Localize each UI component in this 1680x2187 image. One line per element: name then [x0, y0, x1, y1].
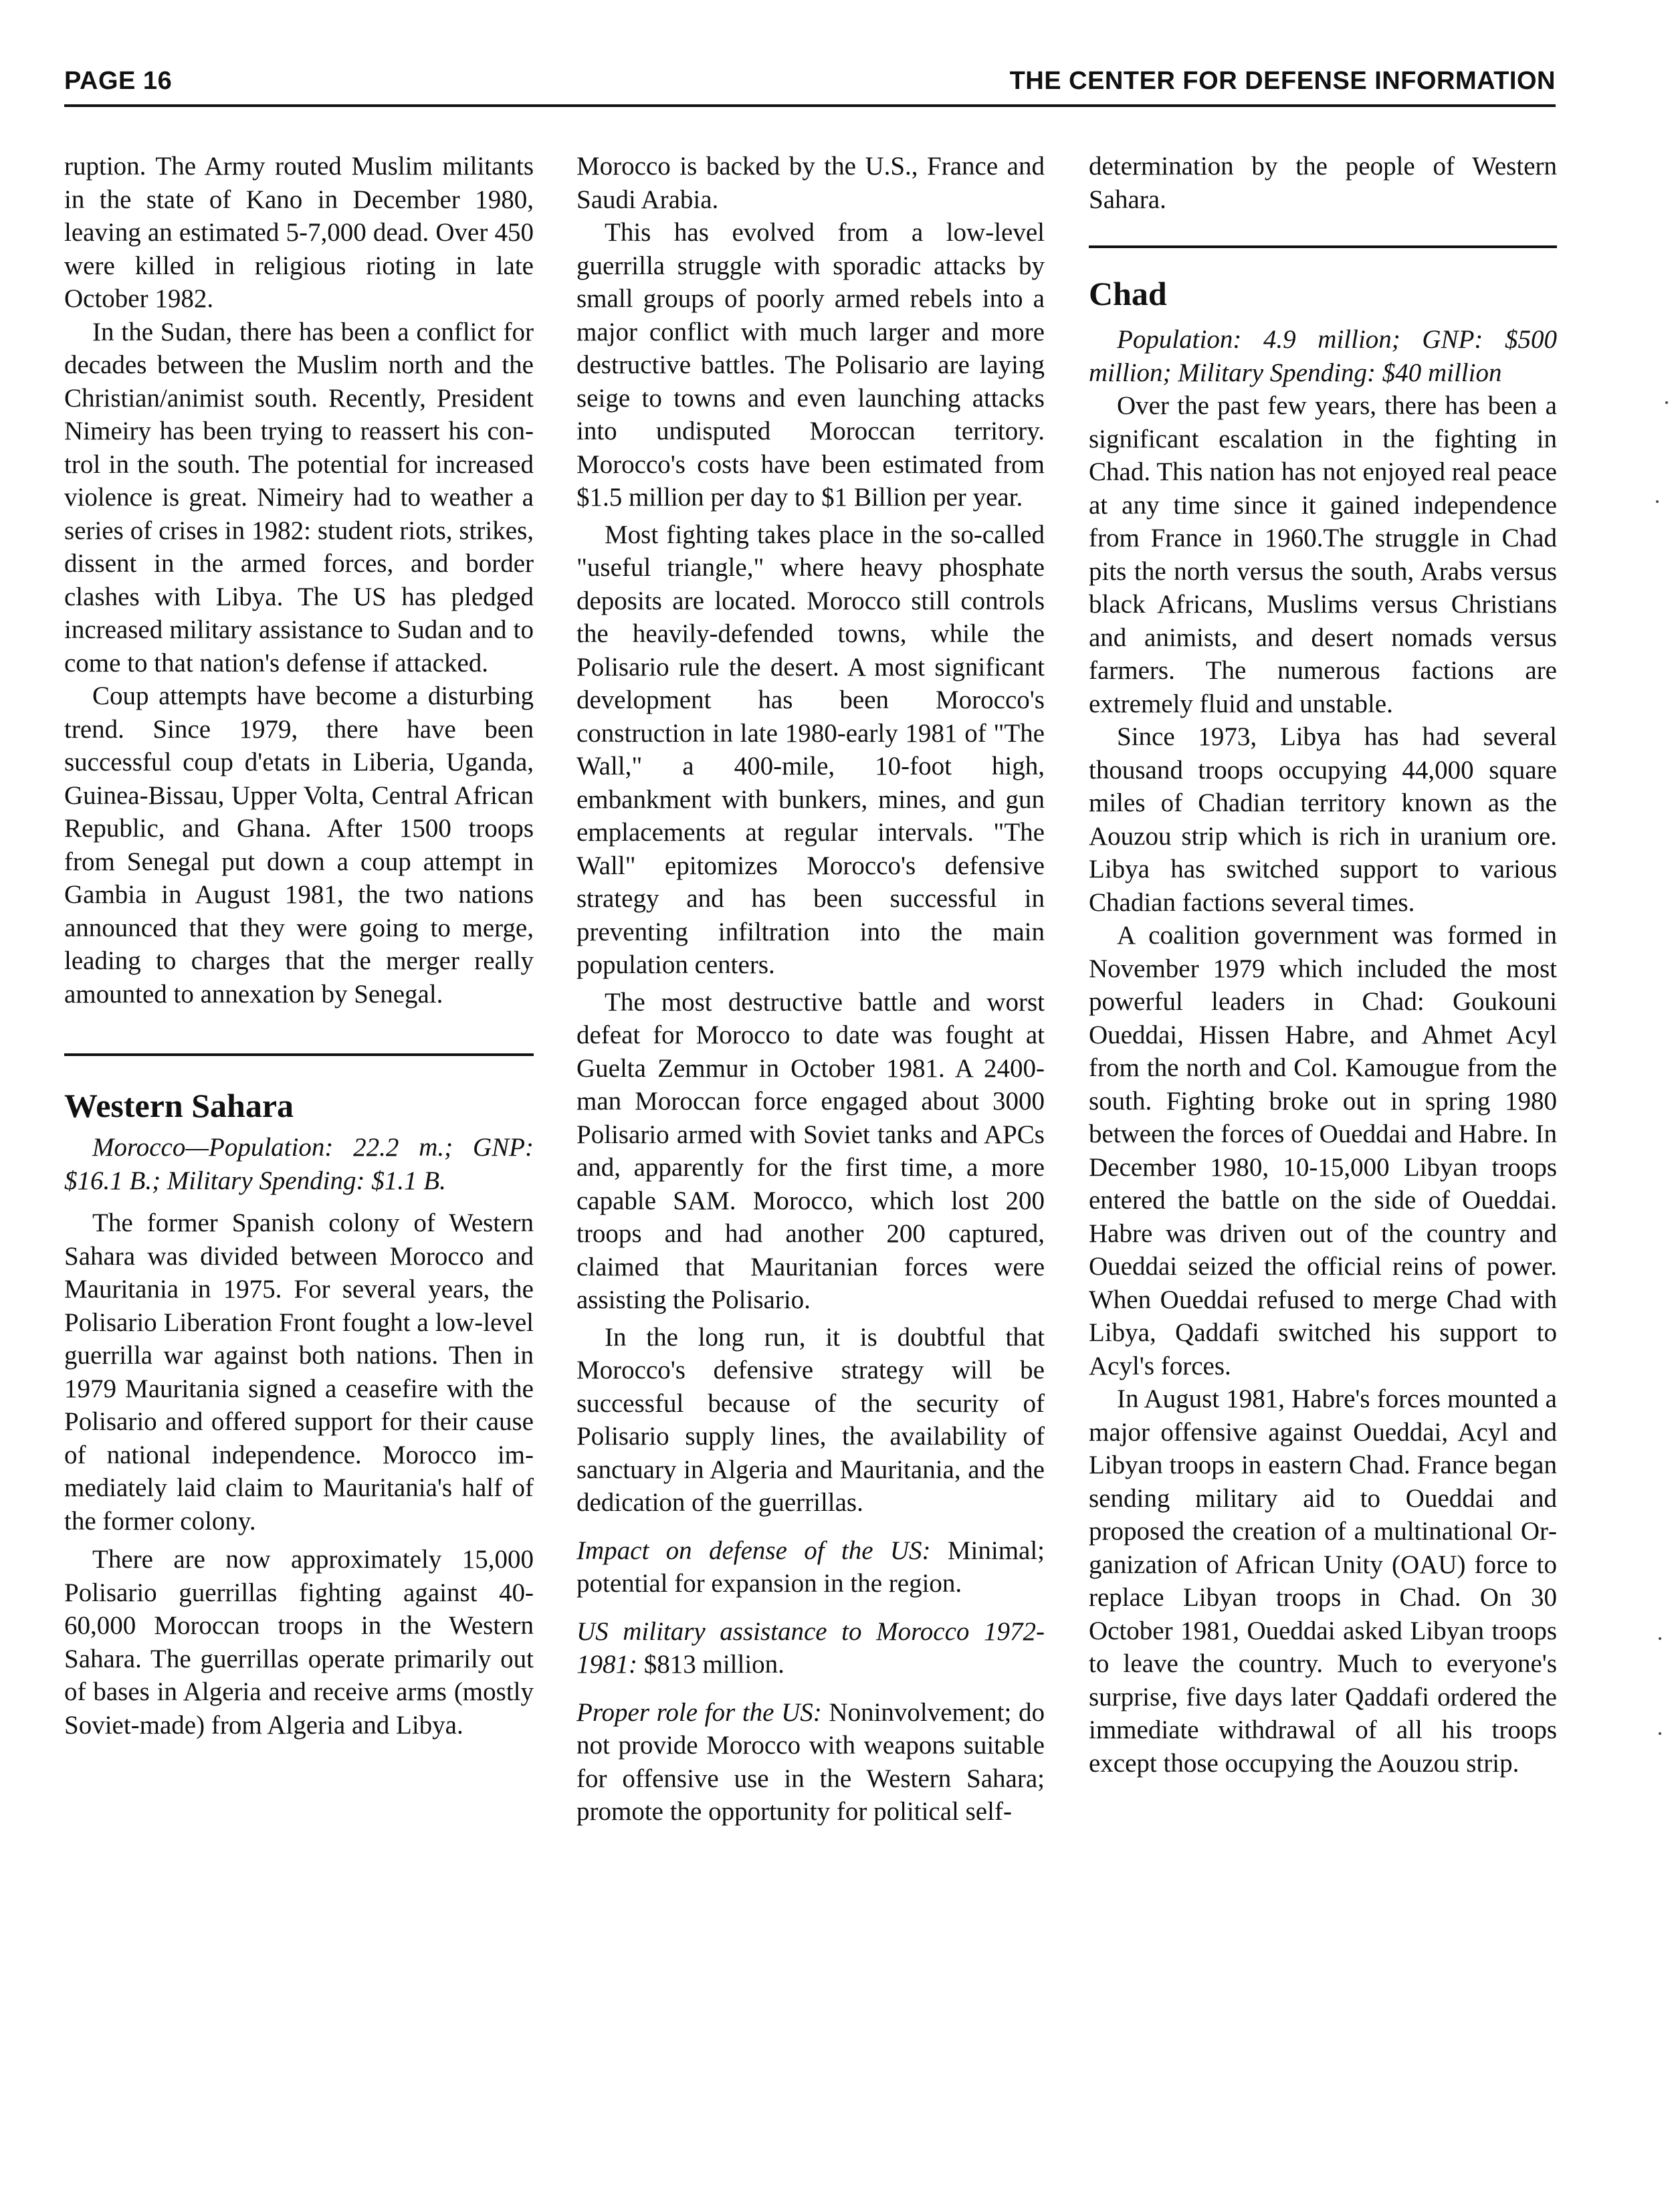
chad-paragraph-2: Since 1973, Libya has had several thousand troops occupying 44,000 square miles of Chadian territory known as the Aouzou strip which is rich in uranium ore. Libya has switched support to various Chadian factions several times.	[1089, 722, 1557, 917]
scan-speck	[1656, 500, 1659, 503]
proper-role-label: Proper role for the US:	[576, 1697, 822, 1727]
impact-label: Impact on defense of the US:	[576, 1536, 931, 1565]
western-sahara-paragraph-2: There are now approximately 15,000 Polisario guerrillas fighting against 40-60,000 Moroccan troops in the Western Sahara. The guerrillas operate primarily out of bases in Algeria and receive arms (mostly Soviet-made) from Algeria and Libya.	[64, 1545, 534, 1740]
page-number: PAGE 16	[64, 67, 173, 95]
proper-role-text: Noninvolvement; do not provide Morocco with weapons suitable for offensive use in the Western Sahara; promote the opportunity for political self-	[576, 1697, 1045, 1826]
publication-title: THE CENTER FOR DEFENSE INFORMATION	[1009, 67, 1556, 95]
impact-text: Minimal; potential for expansion in the region.	[576, 1536, 1045, 1598]
section-rule	[1089, 245, 1557, 248]
western-sahara-paragraph-1: The former Spanish colony of Western Sahara was divided between Morocco and Mauritania in 1975. For several years, the Polisario Liberation Front fought a low-level guerrilla war against both nations. Then in 1979 Mauritania signed a ceasefire with the Polisario and offered support for their cause of national independence. Morocco immediately laid claim to Mauritania's half of the former colony.	[64, 1209, 534, 1536]
useful-triangle-paragraph: Most fighting takes place in the so-called "useful triangle," where heavy phosphate deposits are located. Morocco still controls the heavily-defended towns, while the Polisario rule the desert. A most significant development has been Morocco's construction in late 1980-early 1981 of "The Wall," a 400-mile, 10-foot high, embankment with bunkers, mines, and gun emplacements at regular intervals. "The Wall" epitomizes Morocco's defensive strategy and has been successful in preventing infiltration into the main population centers.	[576, 520, 1045, 979]
western-sahara-stats: Morocco—Population: 22.2 m.; GNP: $16.1 B.; Military Spending: $1.1 B.	[64, 1133, 534, 1195]
chad-paragraph-1: Over the past few years, there has been a significant escalation in the fighting in Chad. This nation has not enjoyed real peace at any time since it gained independence from France in 1960.The struggle in Chad pits the north versus the south, Arabs versus black Africans, Muslims versus Christians and animists, and desert nomads versus farmers. The numerous factions are extremely fluid and unstable.	[1089, 391, 1557, 718]
chad-paragraph-3: A coalition government was formed in November 1979 which included the most powerful leaders in Chad: Goukouni Oueddai, Hissen Habre, and Ahmet Acyl from the north and Col. Kamougue from the south. Fighting broke out in spring 1980 between the forces of Oueddai and Habre. In December 1980, 10-15,000 Libyan troops entered the battle on the side of Oueddai. Habre was driven out of the country and Oueddai seized the official reins of power. When Oueddai refused to merge Chad with Libya, Qaddafi switched his support to Acyl's forces.	[1089, 921, 1557, 1380]
assistance-text: $813 million.	[637, 1650, 784, 1679]
scan-speck	[1659, 1732, 1661, 1735]
header-rule	[64, 104, 1556, 107]
sudan-paragraph: In the Sudan, there has been a conflict for decades between the Muslim north and the Christian/animist south. Recently, President Nimeiry has been trying to reassert his control in the south. The potential for increased violence is great. Nimeiry had to weather a series of crises in 1982: student riots, strikes, dissent in the armed forces, and border clashes with Libya. The US has pledged increased military assistance to Sudan and to come to that nation's defense if attacked.	[64, 317, 534, 678]
impact-on-defense	[576, 1534, 1045, 1600]
us-military-assistance	[576, 1615, 1045, 1681]
chad-stats: Population: 4.9 million; GNP: $500 million; Military Spending: $40 million	[1089, 325, 1557, 387]
section-rule	[64, 1053, 534, 1056]
assistance-label: US military assistance to Morocco 1972-1981:	[576, 1617, 1045, 1679]
scan-speck	[1665, 401, 1668, 404]
chad-paragraph-4: In August 1981, Habre's forces mounted a major offensive against Oueddai, Acyl and Libyan troops in eastern Chad. France began sending military aid to Oueddai and proposed the creation of a multinational Organization of African Unity (OAU) force to replace Libyan troops in Chad. On 30 October 1981, Oueddai asked Libyan troops to leave the country. Much to everyone's surprise, five days later Qaddafi ordered the immediate withdrawal of all his troops except those occupying the Aouzou strip.	[1089, 1384, 1557, 1778]
nigeria-continued-paragraph: ruption. The Army routed Muslim militants in the state of Kano in December 1980, leaving an estimated 5-7,000 dead. Over 450 were killed in religious rioting in late October 1982.	[64, 152, 534, 313]
guelta-zemmur-paragraph: The most destructive battle and worst defeat for Morocco to date was fought at Guelta Zemmur in October 1981. A 2400-man Moroccan force engaged about 3000 Polisario armed with Soviet tanks and APCs and, apparently for the first time, a more capable SAM. Morocco, which lost 200 troops and had another 200 captured, claimed that Mauritanian forces were assisting the Polisario.	[576, 987, 1045, 1314]
scan-speck	[1659, 1637, 1661, 1640]
column-1	[64, 150, 534, 1742]
column-3	[1089, 150, 1557, 1780]
section-heading-chad: Chad	[1089, 275, 1167, 312]
long-run-paragraph: In the long run, it is doubtful that Morocco's defensive strategy will be successful because of the security of Polisario supply lines, the availability of sanctuary in Algeria and Mauritania, and the dedication of the guerrillas.	[576, 1322, 1045, 1517]
conflict-evolution-paragraph: This has evolved from a low-level guerrilla struggle with sporadic attacks by small groups of poorly armed rebels into a major conflict with much larger and more destructive battles. The Polisario are laying seige to towns and even launching attacks into undisputed Moroccan territory. Morocco's costs have been estimated from $1.5 million per day to $1 Billion per year.	[576, 218, 1045, 512]
coups-paragraph: Coup attempts have become a disturbing trend. Since 1979, there have been successful coup d'etats in Liberia, Uganda, Guinea-Bissau, Upper Volta, Central African Republic, and Ghana. After 1500 troops from Senegal put down a coup attempt in Gambia in August 1981, the two nations announced that they were going to merge, leading to charges that the merger really amounted to annexation by Senegal.	[64, 682, 534, 1009]
section-heading-western-sahara: Western Sahara	[64, 1087, 294, 1124]
column-2	[576, 150, 1045, 1829]
proper-role	[576, 1696, 1045, 1829]
backing-paragraph: Morocco is backed by the U.S., France and Saudi Arabia.	[576, 152, 1045, 214]
page-header	[64, 64, 1556, 107]
self-determination-paragraph: determination by the people of Western Sahara.	[1089, 152, 1557, 214]
